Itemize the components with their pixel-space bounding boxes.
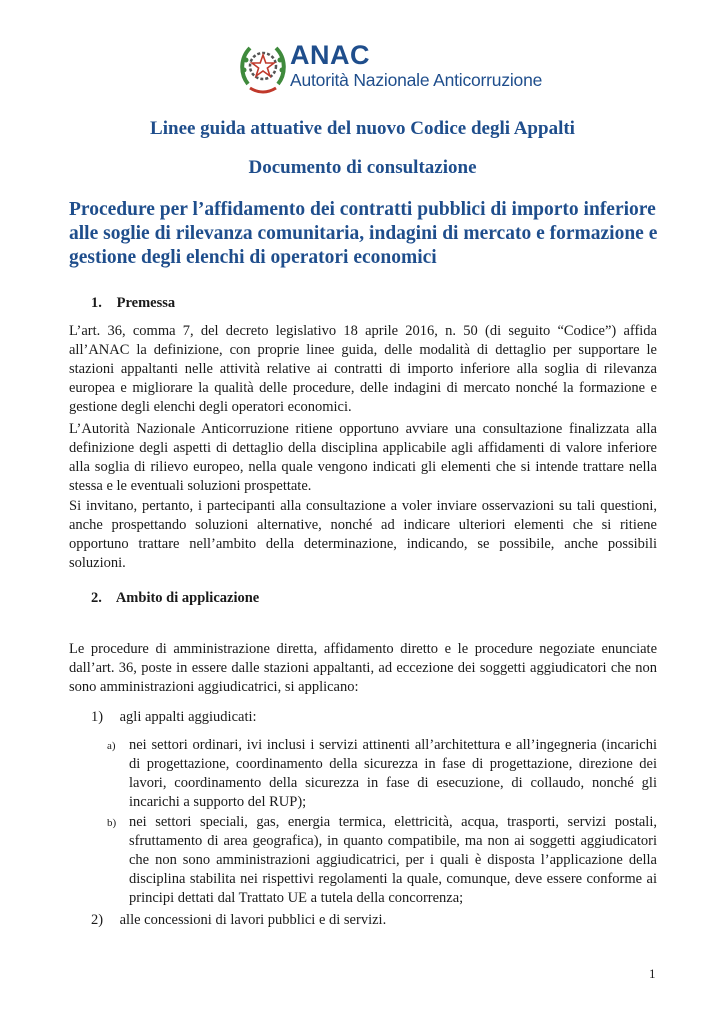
document-title: Linee guida attuative del nuovo Codice degli Appalti xyxy=(150,118,575,139)
list-number: 1) xyxy=(91,709,104,725)
paragraph: Le procedure di amministrazione diretta, affidamento diretto e le procedure negoziate enunciate dall’art. 36, poste in essere dalle stazioni appaltanti, ad eccezione dei soggetti aggiudicatori che non sono amministrazioni aggiudicatrici, si applicano: xyxy=(69,641,657,695)
logo-fullname: Autorità Nazionale Anticorruzione xyxy=(290,70,543,90)
italian-emblem-icon xyxy=(240,38,286,98)
list-label: agli appalti aggiudicati: xyxy=(119,709,257,725)
paragraph: L’art. 36, comma 7, del decreto legislativo 18 aprile 2016, n. 50 (di seguito “Codice”) affida all’ANAC la definizione, con proprie linee guida, delle modalità di dettaglio per supportare le stazioni appaltanti nelle attività relative ai contratti di importo inferiore alla soglia di rilevanza europea e migliorare la qualità delle procedure, delle indagini di mercato nonché la formazione e gestione degli elenchi degli operatori economici. xyxy=(69,323,657,415)
list-item xyxy=(91,912,386,929)
section-1-title: Premessa xyxy=(116,295,176,311)
section-2-heading xyxy=(91,590,259,607)
section-2-number: 2. xyxy=(91,590,102,606)
list-label: alle concessioni di lavori pubblici e di servizi. xyxy=(119,912,387,928)
section-2-title: Ambito di applicazione xyxy=(115,590,260,606)
main-title: Procedure per l’affidamento dei contratti pubblici di importo inferiore alle soglie di rilevanza comunitaria, indagini di mercato e formazione e gestione degli elenchi di operatori economici xyxy=(69,199,658,268)
paragraph: L’Autorità Nazionale Anticorruzione ritiene opportuno avviare una consultazione finalizzata alla definizione degli aspetti di dettaglio della disciplina applicabile agli affidamenti di valore inferiore alla soglia di rilievo europeo, nella quale vengono indicati gli elementi che si intende trattare nella stessa e le eventuali soluzioni prospettate. xyxy=(69,421,657,494)
sub-list-text: nei settori speciali, gas, energia termica, elettricità, acqua, trasporti, servizi postali, sfruttamento di area geografica), in quanto compatibile, ma non ai soggetti aggiudicatori che non sono amministrazioni aggiudicatrici, per i quali è disposta l’applicazione della disciplina stabilita nei rispettivi regolamenti la quale, comunque, deve essere conforme ai principi dettati dal Trattato UE a tutela della concorrenza; xyxy=(129,814,657,906)
section-1-heading xyxy=(91,295,175,312)
sub-list-letter: a) xyxy=(107,740,116,752)
sub-list-text: nei settori ordinari, ivi inclusi i servizi attinenti all’architettura e all’ingegneria (incarichi di progettazione, coordinamento della sicurezza in fase di progettazione, direzione dei lavori, coordinamento della sicurezza in fase di esecuzione, di collaudo, nonché gli incarichi a supporto del RUP); xyxy=(129,737,657,810)
document-subtitle: Documento di consultazione xyxy=(248,157,477,178)
sub-list-item xyxy=(107,736,657,812)
sub-list-letter: b) xyxy=(107,817,117,829)
page-number: 1 xyxy=(649,966,656,981)
sub-list-item xyxy=(107,813,657,908)
list-item xyxy=(91,709,257,726)
section-1-number: 1. xyxy=(91,295,102,311)
logo-acronym: ANAC xyxy=(290,40,370,70)
paragraph: Si invitano, pertanto, i partecipanti alla consultazione a voler inviare osservazioni su tali questioni, anche prospettando soluzioni alternative, nonché ad indicare ulteriori elementi che si ritiene opportuno trattare nell’ambito della determinazione, indicando, se possibile, anche possibili soluzioni. xyxy=(69,498,657,571)
anac-logo xyxy=(240,38,543,98)
list-number: 2) xyxy=(91,912,104,928)
